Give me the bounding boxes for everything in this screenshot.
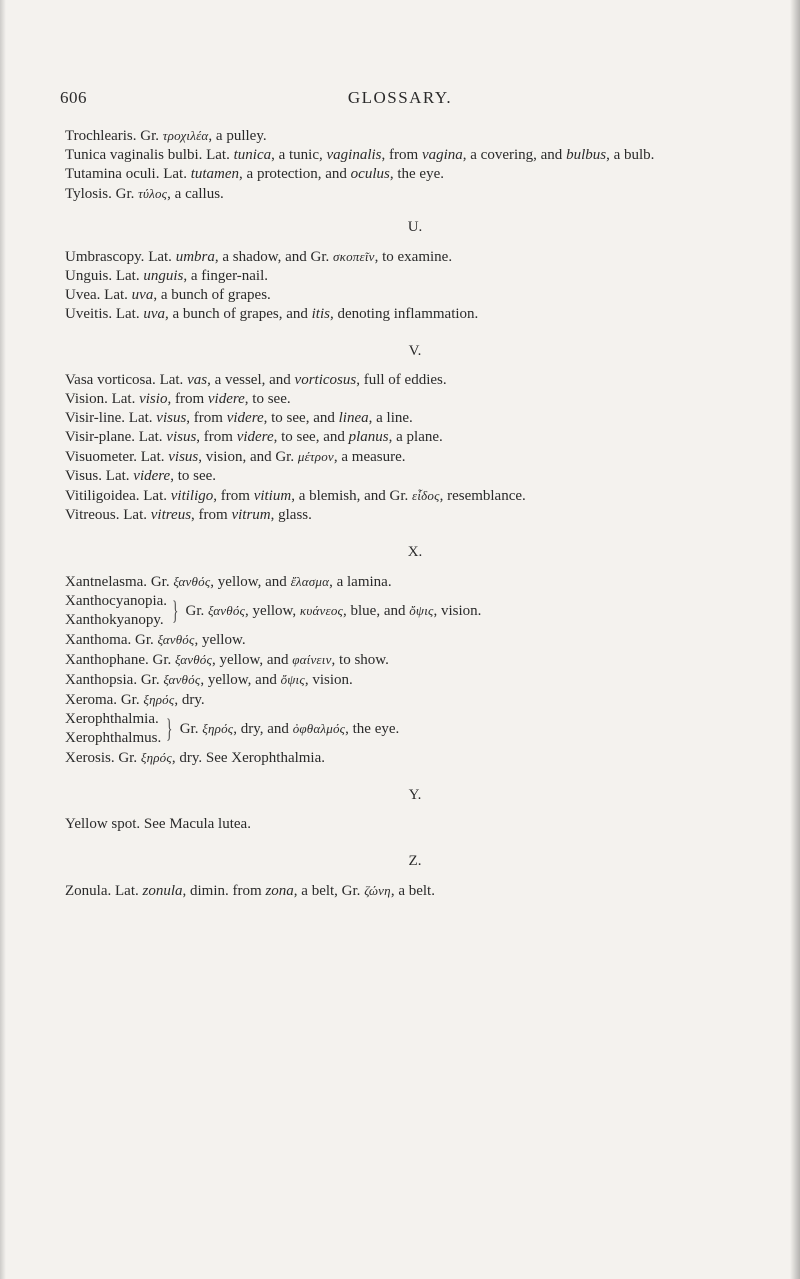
glossary-entry-tylosis: Tylosis. Gr. τύλος, a callus.	[65, 186, 224, 202]
page-number: 606	[60, 88, 87, 107]
glossary-entry-xeroma: Xeroma. Gr. ξηρός, dry.	[65, 692, 205, 708]
glossary-entry-vitiligoidea: Vitiligoidea. Lat. vitiligo, from vitium, a blemish, and Gr. εἶδος, resemblance.	[65, 488, 526, 504]
glossary-entry-xanthopsia: Xanthopsia. Gr. ξανθός, yellow, and ὄψις, vision.	[65, 672, 353, 688]
group-term: Xanthocyanopia.	[65, 593, 168, 609]
glossary-entry-xerosis: Xerosis. Gr. ξηρός, dry. See Xerophthalmia.	[65, 750, 326, 766]
glossary-entry-group-xerophthalmia: Xerophthalmia. Xerophthalmus. } Gr. ξηρός, dry, and ὀφθαλμός, the eye.	[65, 711, 400, 746]
section-heading-y: Y.	[408, 787, 422, 803]
glossary-entry-xanthoma: Xanthoma. Gr. ξανθός, yellow.	[65, 632, 246, 648]
glossary-entry-vision: Vision. Lat. visio, from videre, to see.	[65, 391, 291, 407]
right-brace: }	[166, 714, 173, 743]
glossary-entry-uveitis: Uveitis. Lat. uva, a bunch of grapes, and itis, denoting inflammation.	[65, 306, 479, 322]
glossary-entry-unguis: Unguis. Lat. unguis, a finger-nail.	[65, 268, 269, 284]
section-heading-z: Z.	[408, 853, 422, 869]
glossary-entry-zonula: Zonula. Lat. zonula, dimin. from zona, a belt, Gr. ζώνη, a belt.	[65, 883, 435, 899]
glossary-entry-visir-plane: Visir-plane. Lat. visus, from videre, to see, and planus, a plane.	[65, 429, 443, 445]
glossary-entry-uvea: Uvea. Lat. uva, a bunch of grapes.	[65, 287, 271, 303]
group-term: Xanthokyanopy.	[65, 612, 164, 628]
running-head: GLOSSARY.	[347, 88, 453, 107]
glossary-entry-vasa-vorticosa: Vasa vorticosa. Lat. vas, a vessel, and vorticosus, full of eddies.	[65, 372, 447, 388]
glossary-entry-vitreous: Vitreous. Lat. vitreus, from vitrum, glass.	[65, 507, 312, 523]
page-right-edge-shadow	[790, 0, 800, 1279]
glossary-entry-yellow-spot: Yellow spot. See Macula lutea.	[65, 816, 251, 832]
glossary-entry-umbrascopy: Umbrascopy. Lat. umbra, a shadow, and Gr. σκοπεῖν, to examine.	[65, 249, 453, 265]
group-term: Xerophthalmia.	[65, 711, 159, 727]
group-term: Xerophthalmus.	[65, 730, 162, 746]
page-header	[0, 88, 800, 112]
glossary-entry-visir-line: Visir-line. Lat. visus, from videre, to see, and linea, a line.	[65, 410, 413, 426]
section-heading-v: V.	[408, 343, 422, 359]
glossary-entry-xanthelasma: Xantnelasma. Gr. ξανθός, yellow, and ἔλασμα, a lamina.	[65, 574, 392, 590]
page-left-edge-shadow	[0, 0, 6, 1279]
glossary-entry-group-xanthocyanopia: Xanthocyanopia. Xanthokyanopy. } Gr. ξανθός, yellow, κυάνεος, blue, and ὄψις, vision.	[65, 593, 482, 628]
glossary-entry-trochlearis: Trochlearis. Gr. τροχιλέα, a pulley.	[65, 128, 267, 144]
section-heading-x: X.	[407, 544, 423, 560]
glossary-entry-visuometer: Visuometer. Lat. visus, vision, and Gr. μέτρον, a measure.	[65, 449, 406, 465]
section-heading-u: U.	[407, 219, 423, 235]
right-brace: }	[172, 596, 179, 625]
glossary-entry-visus: Visus. Lat. videre, to see.	[65, 468, 217, 484]
glossary-entry-xanthophane: Xanthophane. Gr. ξανθός, yellow, and φαίνειν, to show.	[65, 652, 389, 668]
glossary-entry-tutamina-oculi: Tutamina oculi. Lat. tutamen, a protection, and oculus, the eye.	[65, 166, 444, 182]
glossary-content	[65, 126, 765, 901]
glossary-entry-tunica-vaginalis: Tunica vaginalis bulbi. Lat. tunica, a tunic, vaginalis, from vagina, a covering, and bulbus, a bulb.	[65, 147, 655, 163]
